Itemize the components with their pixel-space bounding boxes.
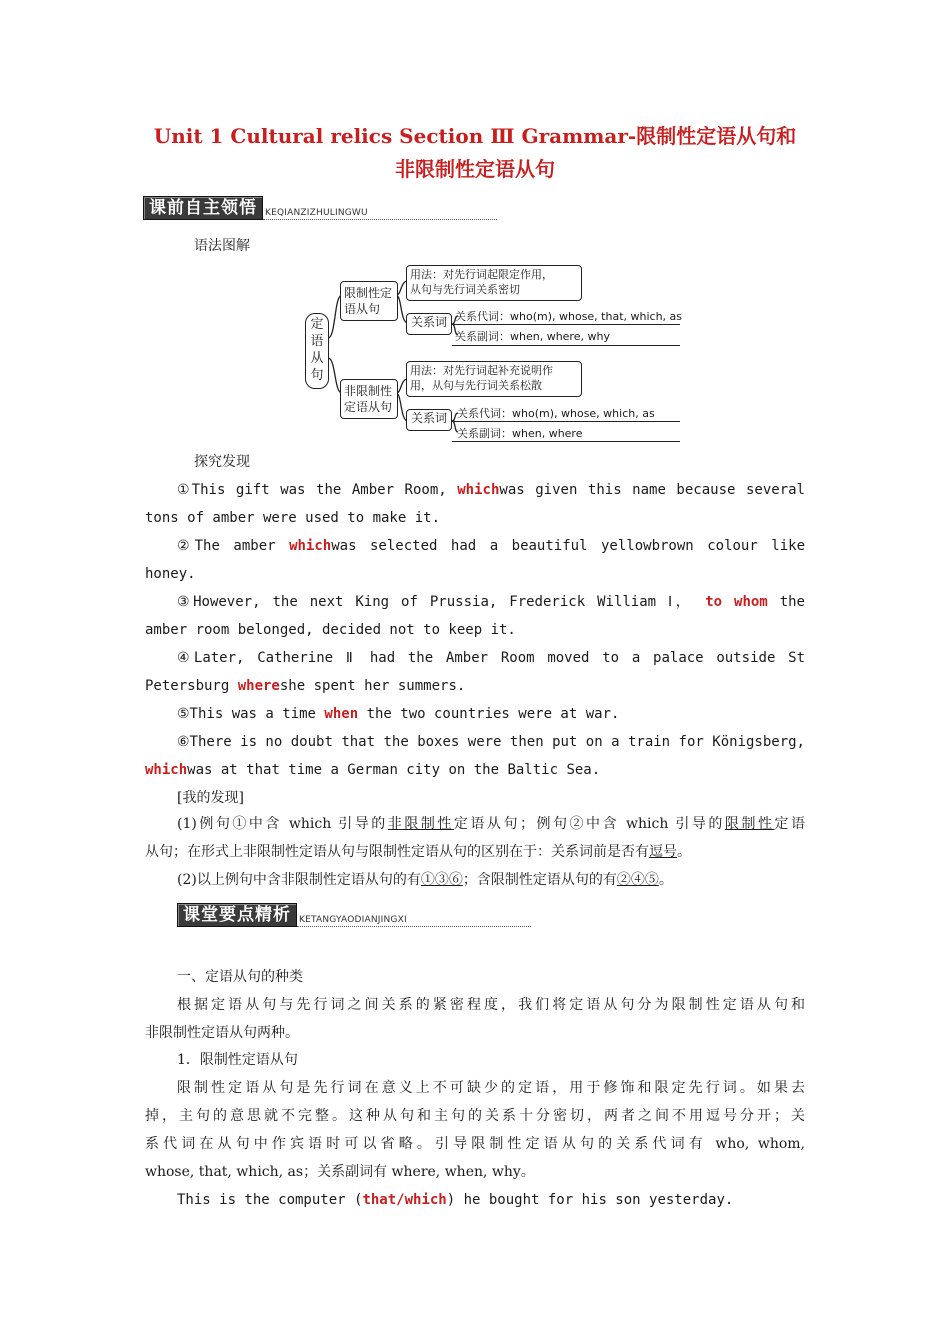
diagram-nonrestrictive-usage: 用法：对先行词起补充说明作 用，从句与先行词关系松散 [406, 361, 582, 397]
example-6-line1: ⑥There is no doubt that the boxes were then put on a train for Königsberg, [177, 734, 805, 750]
page-title-line1: Unit 1 Cultural relics Section Ⅲ Grammar-限制性定语从句和 [153, 124, 797, 148]
answer-blank: ①③⑥ [420, 872, 463, 888]
discovery-text: (2)以上例句中含非限制性定语从句的有 [177, 872, 421, 888]
example-5-line1 [177, 700, 805, 728]
example-text: ) he bought for his son yesterday. [446, 1192, 734, 1208]
discovery-text: 从句；在形式上非限制性定语从句与限制性定语从句的区别在于：关系词前是否有 [145, 844, 649, 860]
diagram-restrictive-adverbs: 关系副词：when, where, why [455, 330, 610, 343]
example-text: was given this name because several [499, 482, 805, 498]
example-1-line1 [177, 476, 805, 504]
banner-pinyin: KETANGYAODIANJINGXI [297, 915, 531, 927]
example-text: ①This gift was the Amber Room, [177, 482, 458, 498]
diagram-divider [452, 345, 680, 346]
example-text: was at that time a German city on the Baltic Sea. [187, 762, 601, 778]
discovery-text: 定语从句；例句②中含 which 引导的 [453, 816, 725, 832]
relative-word: which [145, 762, 188, 778]
section-banner-preview [143, 198, 497, 220]
example-2-line2: honey. [145, 566, 196, 582]
subsection-heading: 1．限制性定语从句 [177, 1052, 298, 1068]
section-banner-analysis [177, 905, 531, 927]
grammar-diagram-heading: 语法图解 [194, 238, 250, 254]
discovery-text: 。 [677, 844, 691, 860]
example-4-line1: ④Later, Catherine Ⅱ had the Amber Room moved to a palace outside St [177, 650, 805, 666]
relative-word: which [457, 482, 500, 498]
example-text: ③However, the next King of Prussia, Frederick William Ⅰ， [177, 594, 706, 610]
diagram-restrictive-usage: 用法：对先行词起限定作用， 从句与先行词关系密切 [406, 265, 582, 301]
diagram-restrictive-pronouns: 关系代词：who(m), whose, that, which, as [455, 310, 683, 323]
section-example [177, 1186, 805, 1214]
diagram-divider [452, 421, 680, 422]
diagram-divider [452, 324, 680, 325]
example-text: she spent her summers. [279, 678, 466, 694]
example-text: Petersburg [145, 678, 238, 694]
diagram-restrictive-node: 限制性定 语从句 [340, 281, 398, 321]
example-text: This is the computer ( [177, 1192, 363, 1208]
section-body-line4: whose, that, which, as；关系副词有 where, when, why。 [145, 1164, 535, 1180]
discovery-heading: [我的发现] [177, 790, 244, 806]
banner-label: 课堂要点精析 [177, 903, 297, 927]
discovery-p2 [177, 866, 805, 894]
discovery-p1-line2 [145, 838, 805, 866]
relative-word: which [289, 538, 332, 554]
example-text: the two countries were at war. [358, 706, 620, 722]
relative-word: where [237, 678, 280, 694]
diagram-divider [452, 441, 680, 442]
discovery-text: ；含限制性定语从句的有 [462, 872, 617, 888]
answer-blank: 非限制性 [387, 816, 454, 832]
banner-pinyin: KEQIANZIZHULINGWU [263, 208, 497, 220]
discovery-text: 定语 [774, 816, 806, 832]
section-intro-line2: 非限制性定语从句两种。 [145, 1025, 299, 1041]
example-3-line1 [177, 588, 805, 616]
discovery-text: 。 [658, 872, 673, 888]
answer-blank: ②④⑤ [616, 872, 659, 888]
diagram-restrictive-rel-label: 关系词 [406, 313, 452, 335]
page-title-line2: 非限制性定语从句 [395, 157, 555, 181]
grammar-diagram [300, 263, 685, 448]
section-body-line2: 掉，主句的意思就不完整。这种从句和主句的关系十分密切，两者之间不用逗号分开；关 [145, 1108, 805, 1124]
example-6-line2 [145, 756, 805, 784]
discovery-p1-line1 [177, 810, 805, 838]
example-text: ⑤This was a time [177, 706, 325, 722]
example-2-line1 [177, 532, 805, 560]
answer-blank: 限制性 [724, 816, 775, 832]
example-1-line2: tons of amber were used to make it. [145, 510, 441, 526]
relative-word: when [324, 706, 359, 722]
explore-heading: 探究发现 [194, 454, 250, 470]
diagram-root-node: 定 语 从 句 [305, 313, 329, 389]
diagram-nonrestrictive-adverbs: 关系副词：when, where [457, 427, 583, 440]
example-text: was selected had a beautiful yellowbrown colour like [331, 538, 806, 554]
diagram-nonrestrictive-rel-label: 关系词 [406, 409, 452, 431]
answer-blank: 逗号 [649, 844, 677, 860]
section-body-line1: 限制性定语从句是先行词在意义上不可缺少的定语，用于修饰和限定先行词。如果去 [177, 1080, 805, 1096]
example-text: the [767, 594, 805, 610]
diagram-nonrestrictive-pronouns: 关系代词：who(m), whose, which, as [457, 407, 655, 420]
section-heading: 一、定语从句的种类 [177, 969, 303, 985]
example-3-line2: amber room belonged, decided not to keep it. [145, 622, 516, 638]
banner-label: 课前自主领悟 [143, 196, 263, 220]
relative-word: to whom [705, 594, 768, 610]
section-intro-line1: 根据定语从句与先行词之间关系的紧密程度，我们将定语从句分为限制性定语从句和 [177, 997, 805, 1013]
discovery-text: (1)例句①中含 which 引导的 [177, 816, 388, 832]
relative-word: that/which [362, 1192, 447, 1208]
diagram-nonrestrictive-node: 非限制性 定语从句 [340, 379, 398, 419]
section-body-line3: 系代词在从句中作宾语时可以省略。引导限制性定语从句的关系代词有 who, whom, [145, 1136, 805, 1152]
example-4-line2 [145, 672, 805, 700]
example-text: ②The amber [177, 538, 290, 554]
